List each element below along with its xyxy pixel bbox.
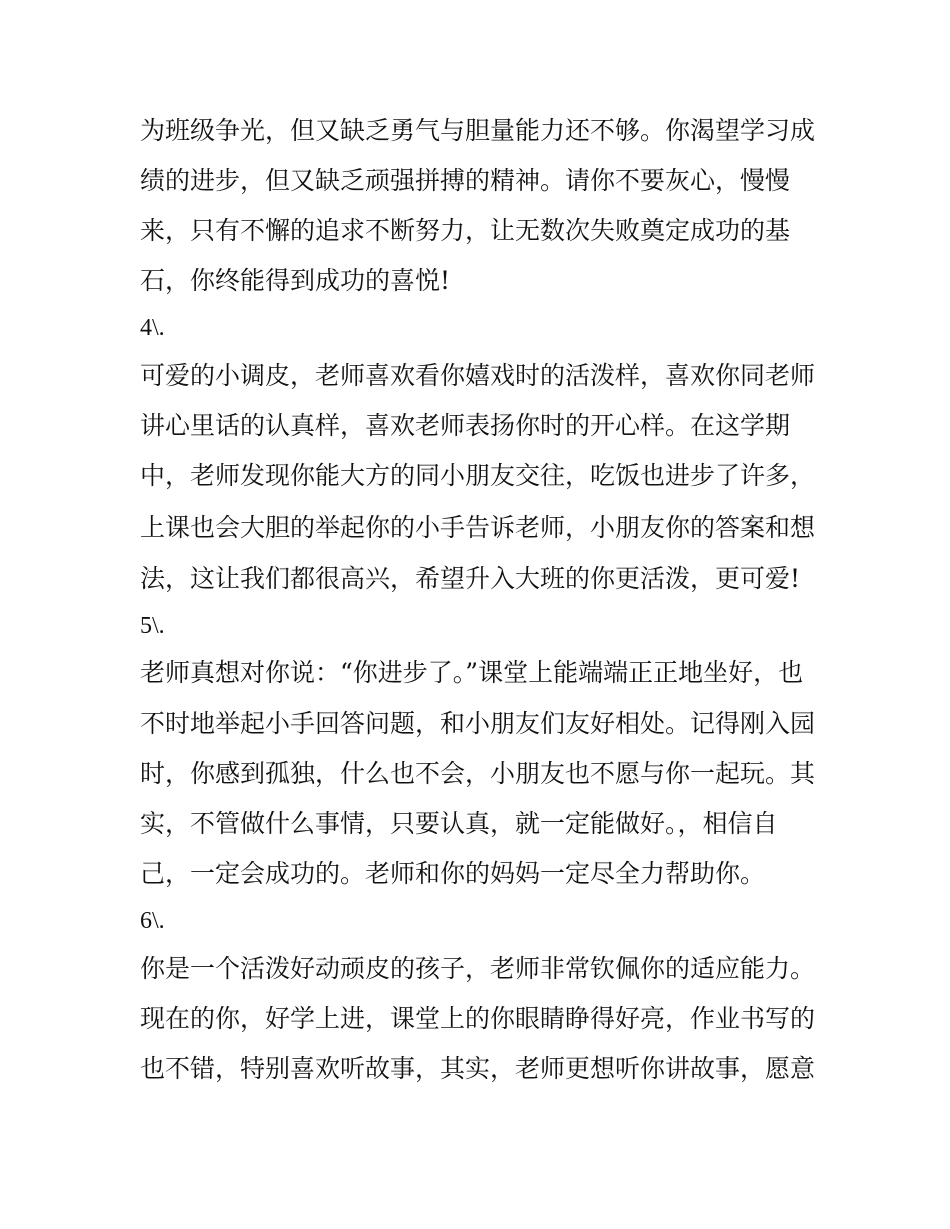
- paragraph-line: 法，这让我们都很高兴，希望升入大班的你更活泼，更可爱!: [140, 564, 801, 593]
- paragraph-line: 讲心里话的认真样，喜欢老师表扬你时的开心样。在这学期: [140, 411, 791, 440]
- paragraph-line: 不时地举起小手回答问题，和小朋友们友好相处。记得刚入园: [140, 709, 816, 738]
- paragraph-line: 老师真想对你说：“你进步了。”课堂上能端端正正地坐好，也: [140, 658, 804, 687]
- paragraph-line: 现在的你，好学上进，课堂上的你眼睛睁得好亮，作业书写的: [140, 1004, 816, 1033]
- paragraph-line: 可爱的小调皮，老师喜欢看你嬉戏时的活泼样，喜欢你同老师: [140, 361, 816, 390]
- item-number: 6\.: [140, 908, 165, 934]
- item-number: 5\.: [140, 613, 165, 639]
- paragraph-line: 石，你终能得到成功的喜悦!: [140, 266, 451, 295]
- paragraph-line: 中，老师发现你能大方的同小朋友交往，吃饭也进步了许多，: [140, 461, 816, 490]
- paragraph-line: 来，只有不懈的追求不断努力，让无数次失败奠定成功的基: [140, 216, 791, 245]
- paragraph-line: 己，一定会成功的。老师和你的妈妈一定尽全力帮助你。: [140, 859, 766, 888]
- paragraph-line: 实，不管做什么事情，只要认真，就一定能做好。，相信自: [140, 809, 778, 838]
- item-number: 4\.: [140, 315, 165, 341]
- paragraph-line: 时，你感到孤独，什么也不会，小朋友也不愿与你一起玩。其: [140, 759, 816, 788]
- paragraph-line: 上课也会大胆的举起你的小手告诉老师，小朋友你的答案和想: [140, 513, 816, 542]
- paragraph-line: 为班级争光，但又缺乏勇气与胆量能力还不够。你渴望学习成: [140, 116, 816, 145]
- paragraph-line: 你是一个活泼好动顽皮的孩子，老师非常钦佩你的适应能力。: [140, 954, 816, 983]
- paragraph-line: 也不错，特别喜欢听故事，其实，老师更想听你讲故事，愿意: [140, 1054, 816, 1083]
- paragraph-line: 绩的进步，但又缺乏顽强拼搏的精神。请你不要灰心，慢慢: [140, 166, 791, 195]
